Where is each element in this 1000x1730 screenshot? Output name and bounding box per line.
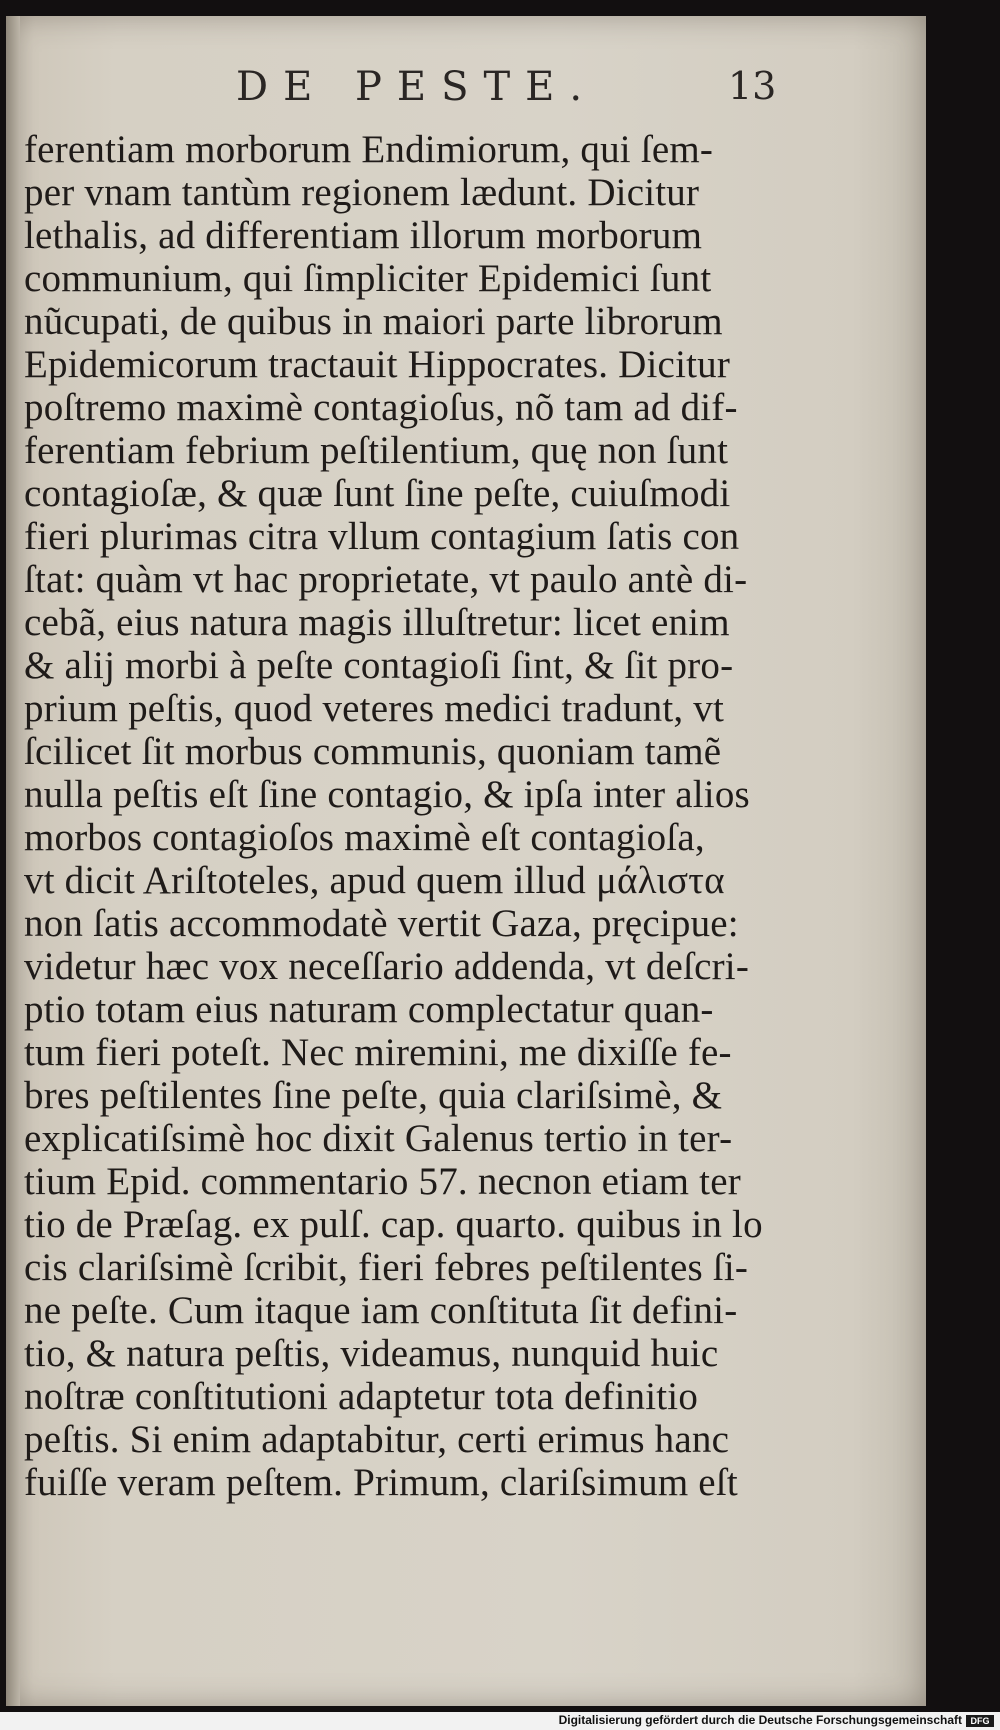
text-line: per vnam tantùm regionem lædunt. Dicitur: [24, 171, 700, 214]
text-line: nũcupati, de quibus in maiori parte librorum: [24, 300, 723, 343]
text-line: lethalis, ad differentiam illorum morborum: [24, 214, 703, 257]
text-line: noſtræ conſtitutioni adaptetur tota definitio: [24, 1375, 699, 1418]
text-line: Epidemicorum tractauit Hippocrates. Dicitur: [24, 343, 731, 386]
text-line: non ſatis accommodatè vertit Gaza, pręcipue:: [24, 902, 739, 945]
text-line: & alij morbi à peſte contagioſi ſint, & ſit pro-: [24, 644, 734, 687]
text-line: videtur hæc vox neceſſario addenda, vt deſcri-: [24, 945, 750, 988]
text-line: fieri plurimas citra vllum contagium ſatis con: [24, 515, 740, 558]
text-line: ſcilicet ſit morbus communis, quoniam tamẽ: [24, 730, 722, 773]
text-line: tium Epid. commentario 57. necnon etiam ter: [24, 1160, 741, 1203]
text-line: bres peſtilentes ſine peſte, quia clariſsimè, &: [24, 1074, 723, 1117]
text-line: ferentiam morborum Endimiorum, qui ſem-: [24, 128, 714, 171]
text-line: tio de Præſag. ex pulſ. cap. quarto. quibus in lo: [24, 1203, 763, 1246]
body-text: [24, 128, 904, 1504]
text-line: ferentiam febrium peſtilentium, quę non ſunt: [24, 429, 729, 472]
text-line: ptio totam eius naturam complectatur quan-: [24, 988, 714, 1031]
footer-bar: [0, 1712, 1000, 1730]
text-line: prium peſtis, quod veteres medici tradunt, vt: [24, 687, 725, 730]
text-line: ne peſte. Cum itaque iam conſtituta ſit defini-: [24, 1289, 738, 1332]
text-line: vt dicit Ariſtoteles, apud quem illud μάλιστα: [24, 859, 725, 902]
text-line: explicatiſsimè hoc dixit Galenus tertio in ter-: [24, 1117, 733, 1160]
text-line: contagioſæ, & quæ ſunt ſine peſte, cuiuſmodi: [24, 472, 731, 515]
text-line: nulla peſtis eſt ſine contagio, & ipſa inter alios: [24, 773, 750, 816]
text-line: morbos contagioſos maximè eſt contagioſa,: [24, 816, 705, 859]
running-title: DE PESTE.: [236, 64, 598, 110]
text-line: tio, & natura peſtis, videamus, nunquid huic: [24, 1332, 719, 1375]
page-number: 13: [728, 64, 777, 108]
text-line: cebã, eius natura magis illuſtretur: licet enim: [24, 601, 730, 644]
text-line: communium, qui ſimpliciter Epidemici ſunt: [24, 257, 712, 300]
running-head: [6, 64, 926, 114]
book-page: [6, 16, 926, 1706]
text-line: fuiſſe veram peſtem. Primum, clariſsimum eſt: [24, 1461, 738, 1504]
text-line: ſtat: quàm vt hac proprietate, vt paulo antè di-: [24, 558, 748, 601]
text-line: peſtis. Si enim adaptabitur, certi erimus hanc: [24, 1418, 730, 1461]
page-edge: [6, 16, 20, 1706]
footer-credit: Digitalisierung gefördert durch die Deutsche Forschungsgemeinschaft: [558, 1713, 962, 1727]
text-line: cis clariſsimè ſcribit, fieri febres peſtilentes ſi-: [24, 1246, 749, 1289]
text-line: tum fieri poteſt. Nec miremini, me dixiſſe fe-: [24, 1031, 732, 1074]
text-line: poſtremo maximè contagioſus, nõ tam ad dif-: [24, 386, 738, 429]
dfg-logo: DFG: [966, 1715, 994, 1727]
